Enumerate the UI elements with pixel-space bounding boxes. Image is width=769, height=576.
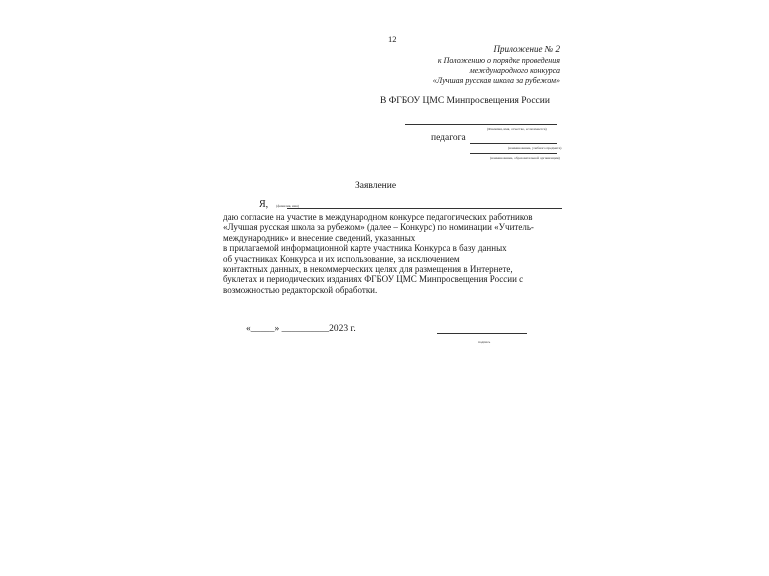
statement-line: «Лучшая русская школа за рубежом» (далее – Конкурс) по номинации «Учитель- (223, 222, 534, 233)
addressee: В ФГБОУ ЦМС Минпросвещения России (380, 96, 550, 106)
appendix-line-3: «Лучшая русская школа за рубежом» (432, 76, 560, 85)
statement-line: об участниках Конкурса и их использование, за исключением (223, 253, 460, 264)
applicant-line (287, 208, 562, 209)
organization-hint: (наименование, образовательной организации) (490, 156, 560, 160)
statement-body (223, 212, 562, 295)
date-line: «_____» __________2023 г. (246, 324, 356, 334)
statement-line: в прилагаемой информационной карте участника Конкурса в базу данных (223, 243, 507, 254)
statement-ya: Я, (259, 199, 269, 210)
appendix-line-1: к Положению о порядке проведения (437, 56, 560, 65)
teacher-label: педагога (431, 133, 466, 143)
position-hint: (наименование, учебного предмета) (508, 146, 562, 150)
statement-line: буклетах и периодических изданиях ФГБОУ ЦМС Минпросвещения России с (223, 274, 524, 285)
page-number: 12 (388, 34, 397, 44)
applicant-hint: (фамилия, имя) (276, 204, 299, 208)
teacher-line (470, 143, 557, 144)
appendix-title: Приложение № 2 (493, 44, 560, 54)
statement-line: даю согласие на участие в международном конкурсе педагогических работников (223, 212, 533, 222)
fio-hint: (Фамилия, имя, отчество, если имеется) (487, 127, 547, 131)
fio-line (405, 124, 557, 125)
signature-hint: подпись (478, 340, 491, 344)
statement-line: контактных данных, в некоммерческих целях для размещения в Интернете, (223, 264, 513, 275)
appendix-line-2: международного конкурса (469, 66, 560, 75)
organization-line (470, 153, 557, 154)
document-title: Заявление (355, 181, 397, 191)
statement-line: возможностью редакторской обработки. (223, 284, 378, 295)
statement-line: международник» и внесение сведений, указанных (223, 232, 416, 243)
signature-line (437, 333, 527, 334)
